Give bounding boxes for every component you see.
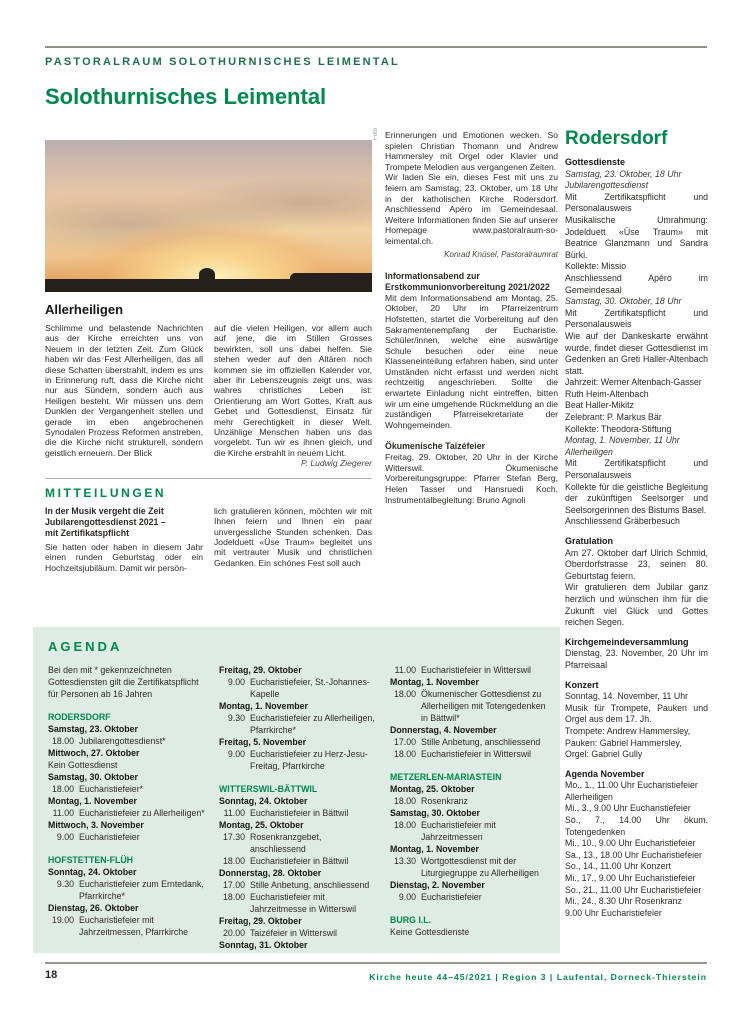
agenda-entry: [48, 831, 206, 843]
mitteilungen-col-2: lich gratulieren können, möchten wir mit Ihnen feiern und Ihnen ein paar unvergessliche Stunden schenken. Das Jodelduett «Üse Traum» begleitet uns mit vertrauter Musik und christlichen Gedanken. Ein schönes Fest soll auch: [214, 505, 372, 568]
agenda-entry: [48, 807, 206, 819]
page-number: 18: [45, 969, 58, 981]
agenda-entry-time: 9.30: [227, 713, 245, 723]
agenda-entry: [219, 807, 377, 819]
agenda-entry-time: 18.00: [393, 820, 416, 830]
agenda-entry-time: 18.00: [393, 796, 416, 806]
agenda-entry-text: Eucharistiefeier mit Jahrzeitmessen: [421, 820, 496, 842]
agenda-entry: [390, 736, 548, 748]
agenda-place: BURG I.L.: [390, 915, 432, 925]
agenda-day: Mittwoch, 3. November: [48, 820, 144, 830]
rodersdorf-line: Mo., 1., 11.00 Uhr Eucharistiefeier: [565, 780, 698, 791]
agenda-day: Samstag, 30. Oktober: [48, 772, 138, 782]
agenda-day: Donnerstag, 4. November: [390, 725, 497, 735]
mitteilungen-subheading-3: mit Zertifikatspflicht: [45, 527, 130, 538]
info-abend-heading: Informationsabend zur Erstkommunionvorbereitung 2021/2022: [385, 271, 550, 292]
agenda-column-2: [219, 664, 377, 951]
rodersdorf-line: Mit Zertifikatspflicht und Personalausweis: [565, 307, 708, 330]
agenda-entry-time: 17.00: [393, 737, 416, 747]
agenda-entry-text: Eucharistiefeier: [79, 832, 140, 842]
agenda-entry-text: Stille Anbetung, anschliessend: [250, 880, 370, 890]
agenda-entry: [390, 819, 548, 843]
agenda-entry-text: Rosenkranz: [421, 796, 468, 806]
rodersdorf-section-title: Kirchgemeindeversammlung: [565, 636, 689, 647]
rodersdorf-heading: Rodersdorf: [565, 128, 668, 149]
agenda-entry: [219, 831, 377, 855]
rodersdorf-line: Mi., 24., 8.30 Uhr Rosenkranz: [565, 896, 682, 907]
agenda-entry-text: Ökumenischer Gottesdienst zu Allerheiligen mit Totengedenken in Bättwil*: [421, 689, 546, 723]
mitteilungen-col-1: [45, 506, 203, 573]
rodersdorf-section: [565, 157, 708, 528]
agenda-entry-time: 19.00: [51, 915, 74, 925]
rodersdorf-line: Musik für Trompete, Pauken und Orgel aus dem 17. Jh.: [565, 702, 708, 725]
agenda-entry-time: 18.00: [51, 736, 74, 746]
agenda-entry: [219, 879, 377, 891]
article-col-2-text: auf die vielen Heiligen, vor allem auch auf jene, die im Stillen Grosses bewirkten, soll uns dabei helfen. Sie stehen weder auf den Altären noch kommen sie im offiziellen Kalender vor, aber ihr Lebenszeugnis zeigt uns, was wahres christliches Leben ist: Orientierung am Wort Gottes, Kraft aus Gebet und Gottesdienst, Einsatz für mehr Gerechtigkeit in dieser Welt. Unzählige Menschen haben uns das vorgelebt. Tun wir es ihnen gleich, und die Kirche erstrahlt in neuem Licht.: [214, 323, 372, 458]
agenda-entry-time: 18.00: [393, 749, 416, 759]
agenda-entry-text: Jubilarengottesdienst*: [79, 736, 166, 746]
agenda-place: WITTERSWIL-BÄTTWIL: [219, 784, 318, 794]
rodersdorf-line: Kollekte: Missio: [565, 261, 627, 272]
agenda-entry: [390, 688, 548, 724]
agenda-plain: Keine Gottesdienste: [390, 927, 470, 937]
agenda-day: Montag, 1. November: [48, 796, 137, 806]
rodersdorf-line: Allerheiligen: [565, 446, 613, 457]
rodersdorf-line: Ruth Heim-Altenbach: [565, 388, 649, 399]
agenda-entry-time: 18.00: [51, 784, 74, 794]
agenda-entry-text: Taizéfeier in Witterswil: [250, 928, 338, 938]
taize-heading: Ökumenische Taizéfeier: [385, 441, 486, 452]
agenda-place: HOFSTETTEN-FLÜH: [48, 855, 134, 865]
article-col-1: Schlimme und belastende Nachrichten aus der Kirche erreichten uns von Neuem in der letzten Zeit. Zum Glück haben wir das Fest Allerheiligen, das all diese Schatten überstrahlt, indem es uns in Erinnerung ruft, dass die Kirche nicht nur aus Sündern, sondern auch aus Heiligen besteht. Wir müssen uns dem Dunklen der Vergangenheit stellen und gerade im eben angebrochenen Synodalen Prozess Reformen anstreben, die die Kirche nicht strukturell, sondern geistlich erneuern. Der Blick: [45, 323, 203, 458]
info-abend-text: Mit dem Informationsabend am Montag, 25. Oktober, 20 Uhr im Pfarreizentrum Hofstetten, startet die Vorbereitung auf den Sakramentenempfang der Eucharistie. Schüler/innen, welche eine auswärtige Schule besuchen oder eine neue Klasseneinteilung erfahren haben, sind unter Umständen nicht erfasst und werden nicht rechtzeitig angeschrieben. Sollte die erwartete Einladung nicht eintreffen, bitten wir um eine umgehende Rückmeldung an die zuständigen Pfarreisekretariate der Wohngemeinden.: [385, 292, 558, 430]
agenda-entry-time: 9.00: [227, 749, 245, 759]
agenda-place: METZERLEN-MARIASTEIN: [390, 772, 502, 782]
rodersdorf-line: So., 14., 11.00 Uhr Konzert: [565, 861, 671, 872]
agenda-entry-text: Wortgottesdienst mit der Liturgiegruppe zu Allerheiligen: [421, 856, 539, 878]
middle-para-1: Erinnerungen und Emotionen wecken. So spielen Christian Thomann und Andrew Hammersley mit Orgel oder Klavier und Trompete Melodien aus vergangenen Zeiten.: [385, 130, 558, 172]
rodersdorf-line: Am 27. Oktober darf Ulrich Schmid, Oberdorfstrasse 23, seinen 80. Geburtstag feiern.: [565, 547, 708, 581]
agenda-day: Samstag, 30. Oktober: [390, 808, 480, 818]
agenda-entry-time: 9.00: [56, 832, 74, 842]
rodersdorf-line: Sonntag, 14. November, 11 Uhr: [565, 691, 689, 702]
rodersdorf-section-title: Agenda November: [565, 768, 645, 779]
agenda-day: Montag, 1. November: [390, 844, 479, 854]
agenda-entry-text: Eucharistiefeier in Witterswil: [421, 665, 531, 675]
agenda-entry-time: 11.00: [223, 808, 245, 818]
agenda-day: Montag, 1. November: [390, 677, 479, 687]
agenda-entry: [219, 855, 377, 867]
agenda-entry-time: 9.00: [398, 892, 416, 902]
agenda-entry-text: Eucharistiefeier*: [79, 784, 144, 794]
agenda-entry: [219, 891, 377, 915]
rodersdorf-line: So., 7., 14.00 Uhr ökum. Totengedenken: [565, 815, 708, 837]
agenda-entry-time: 18.00: [393, 689, 416, 699]
rodersdorf-line: Trompete: Andrew Hammersley,: [565, 725, 691, 736]
agenda-note: Bei den mit * gekennzeichneten Gottesdiensten gilt die Zertifikatspflicht für Personen ab 16 Jahren: [48, 665, 199, 699]
agenda-place: RODERSDORF: [48, 712, 111, 722]
rodersdorf-line: Samstag, 23. Oktober, 18 Uhr: [565, 168, 682, 179]
agenda-entry: [48, 783, 206, 795]
horizon-silhouette: [45, 279, 372, 292]
rodersdorf-line: Sa., 13., 18.00 Uhr Eucharistiefeier: [565, 849, 702, 860]
agenda-entry: [48, 735, 206, 747]
agenda-entry: [219, 748, 377, 772]
sunset-photo: [45, 140, 372, 292]
rodersdorf-line: Mit Zertifikatspflicht und Personalausweis: [565, 458, 708, 481]
agenda-entry: [390, 664, 548, 676]
mitteilungen-columns: [45, 506, 372, 573]
agenda-entry-time: 17.30: [222, 832, 245, 842]
mitteilungen-heading: MITTEILUNGEN: [45, 485, 167, 500]
agenda-entry-time: 20.00: [222, 928, 245, 938]
footer-rule: [45, 962, 707, 964]
rodersdorf-line: Kollekte: Theodora-Stiftung: [565, 423, 672, 434]
agenda-columns: [48, 664, 548, 951]
pastoralraum-kicker: PASTORALRAUM SOLOTHURNISCHES LEIMENTAL: [45, 56, 400, 68]
article-byline: Konrad Knüsel, Pastoralraumrat: [444, 249, 558, 259]
middle-column: [385, 130, 558, 505]
agenda-entry-time: 18.00: [222, 892, 245, 902]
middle-para-2: Wir laden Sie ein, dieses Fest mit uns zu feiern am Samstag, 23. Oktober, um 18 Uhr in der katholischen Kirche Rodersdorf. Anschliessend Apéro im Gemeindesaal. Weitere Informationen finden Sie auf unserer Homepage www.pastoralraum-so-leimental.ch.: [385, 172, 558, 246]
rodersdorf-line: Allerheiligen: [565, 791, 613, 802]
rodersdorf-line: Mi., 3., 9.00 Uhr Eucharistiefeier: [565, 803, 691, 814]
agenda-entry-text: Eucharistiefeier: [421, 892, 482, 902]
rodersdorf-section: [565, 769, 708, 920]
agenda-day: Mittwoch, 27. Oktober: [48, 748, 140, 758]
mitteilungen-subheading-1: In der Musik vergeht die Zeit: [45, 505, 164, 516]
agenda-entry-time: 18.00: [222, 856, 245, 866]
agenda-entry: [390, 795, 548, 807]
agenda-entry-text: Eucharistiefeier mit Jahrzeitmesse in Witterswil: [250, 892, 357, 914]
agenda-entry-text: Stille Anbetung, anschliessend: [421, 737, 541, 747]
agenda-day: Freitag, 29. Oktober: [219, 665, 302, 675]
footer-journal-line: Kirche heute 44–45/2021 | Region 3 | Laufental, Dorneck-Thierstein: [369, 972, 707, 982]
agenda-entry: [48, 878, 206, 902]
agenda-entry-time: 9.00: [227, 677, 245, 687]
rodersdorf-line: Pauken: Gabriel Hammersley,: [565, 737, 682, 748]
agenda-entry-text: Eucharistiefeier zum Erntedank, Pfarrkirche*: [79, 879, 204, 901]
agenda-day: Freitag, 5. November: [219, 737, 307, 747]
agenda-column-3: [390, 664, 548, 951]
left-column-block: [45, 140, 372, 573]
agenda-day: Sonntag, 24. Oktober: [48, 867, 137, 877]
agenda-day: Freitag, 29. Oktober: [219, 916, 302, 926]
agenda-entry-text: Eucharistiefeier in Bättwil: [250, 856, 349, 866]
agenda-heading: AGENDA: [48, 639, 123, 654]
agenda-entry: [219, 712, 377, 736]
agenda-entry-time: 11.00: [394, 665, 416, 675]
rodersdorf-section: [565, 680, 708, 761]
agenda-entry: [390, 855, 548, 879]
agenda-day: Sonntag, 24. Oktober: [219, 796, 308, 806]
mitteilungen-col-1-text: Sie hatten oder haben in diesem Jahr einen runden Geburtstag oder ein Hochzeitsjubiläum. Damit wir persön-: [45, 541, 203, 573]
rodersdorf-line: Zelebrant: P. Markus Bär: [565, 412, 662, 423]
article-author: P. Ludwig Ziegerer: [300, 458, 372, 469]
agenda-day: Samstag, 23. Oktober: [48, 724, 138, 734]
rodersdorf-line: Jahrzeit: Werner Altenbach-Gasser: [565, 377, 702, 388]
agenda-day: Montag, 25. Oktober: [390, 784, 475, 794]
agenda-entry: [219, 927, 377, 939]
rodersdorf-line: Mit Zertifikatspflicht und Personalausweis: [565, 191, 708, 214]
rodersdorf-line: Montag, 1. November, 11 Uhr: [565, 435, 680, 446]
agenda-entry-text: Rosenkranzgebet, anschliessend: [250, 832, 322, 854]
agenda-entry-text: Eucharistiefeier, St.-Johannes-Kapelle: [250, 677, 370, 699]
agenda-entry-time: 9.30: [56, 879, 74, 889]
rodersdorf-section: [565, 637, 708, 672]
agenda-day: Dienstag, 2. November: [390, 880, 485, 890]
agenda-entry-time: 17.00: [222, 880, 245, 890]
agenda-entry-time: 13.30: [393, 856, 416, 866]
rodersdorf-sections: [565, 157, 708, 919]
article-columns: [45, 323, 372, 469]
agenda-entry-text: Eucharistiefeier in Bättwil: [250, 808, 349, 818]
agenda-plain: Kein Gottesdienst: [48, 760, 118, 770]
agenda-entry-text: Eucharistiefeier mit Jahrzeitmessen, Pfarrkirche: [79, 915, 189, 937]
agenda-box: [33, 627, 560, 953]
agenda-entry-time: 11.00: [52, 808, 74, 818]
rodersdorf-line: Anschliessend Apéro im Gemeindesaal: [565, 272, 708, 295]
rodersdorf-line: Wir gratulieren dem Jubilar ganz herzlich und wünschen ihm für die Zukunft viel Glück und Gottes reichen Segen.: [565, 582, 708, 628]
rodersdorf-line: So., 21., 11.00 Uhr Eucharistiefeier: [565, 884, 702, 895]
rodersdorf-section-title: Konzert: [565, 679, 599, 690]
agenda-entry: [390, 891, 548, 903]
agenda-day: Sonntag, 31. Oktober: [219, 940, 308, 950]
page-title: Solothurnisches Leimental: [45, 84, 327, 109]
agenda-entry-text: Eucharistiefeier zu Allerheiligen*: [79, 808, 205, 818]
rodersdorf-line: Wie auf der Dankeskarte erwähnt wurde, findet dieser Gottesdienst im Gedenken an Greti Haller-Altenbach statt.: [565, 330, 708, 376]
agenda-entry: [390, 748, 548, 760]
rodersdorf-line: Kollekte für die geistliche Begleitung der zukünftigen Seelsorger und Seelsorgerinnen des Bistums Basel.: [565, 481, 708, 515]
agenda-column-1: [48, 664, 206, 951]
taize-text: Freitag, 29. Oktober, 20 Uhr in der Kirche Witterswil. Ökumenische Vorbereitungsgruppe: Pfarrer Stefan Berg, Helen Tasser und Hansruedi Koch. Instrumentalbegleitung: Bruno Agnoli: [385, 452, 558, 505]
rodersdorf-column: [565, 128, 708, 919]
agenda-day: Donnerstag, 28. Oktober: [219, 868, 322, 878]
rodersdorf-section: [565, 536, 708, 629]
article-col-2: [214, 323, 372, 469]
agenda-day: Montag, 1. November: [219, 701, 308, 711]
agenda-day: Montag, 25. Oktober: [219, 820, 304, 830]
rodersdorf-line: Samstag, 30. Oktober, 18 Uhr: [565, 296, 682, 307]
agenda-entry-text: Eucharistiefeier in Witterswil: [421, 749, 531, 759]
agenda-entry: [219, 676, 377, 700]
rodersdorf-line: Mi., 10., 9.00 Uhr Eucharistiefeier: [565, 838, 696, 849]
section-divider: [45, 478, 372, 479]
agenda-entry-text: Eucharistiefeier zu Allerheiligen, Pfarrkirche*: [250, 713, 375, 735]
rodersdorf-line: Beat Haller-Mikitz: [565, 400, 634, 411]
photo-credit: Foto: [373, 128, 379, 141]
rodersdorf-section-title: Gottesdienste: [565, 157, 626, 167]
rodersdorf-line: Jubilarengottesdienst: [565, 180, 649, 191]
rodersdorf-line: 9.00 Uhr Eucharistiefeier: [565, 907, 662, 918]
rodersdorf-section-title: Gratulation: [565, 536, 614, 546]
rodersdorf-line: Anschliessend Gräberbesuch: [565, 516, 680, 527]
article-heading: Allerheiligen: [45, 302, 124, 317]
agenda-entry: [48, 914, 206, 938]
mitteilungen-subheading-2: Jubilarengottesdienst 2021 –: [45, 516, 166, 527]
agenda-entry-text: Eucharistiefeier zu Herz-Jesu-Freitag, Pfarrkirche: [250, 749, 368, 771]
rodersdorf-line: Orgel: Gabriel Gully: [565, 749, 643, 760]
rodersdorf-line: Musikalische Umrahmung: Jodelduett «Üse Traum» mit Beatrice Glanzmann und Sandra Bürki.: [565, 214, 708, 260]
agenda-day: Dienstag, 26. Oktober: [48, 903, 139, 913]
rodersdorf-line: Mi., 17., 9.00 Uhr Eucharistiefeier: [565, 873, 696, 884]
top-rule: [45, 46, 707, 48]
rodersdorf-line: Dienstag, 23. November, 20 Uhr im Pfarreisaal: [565, 648, 708, 670]
